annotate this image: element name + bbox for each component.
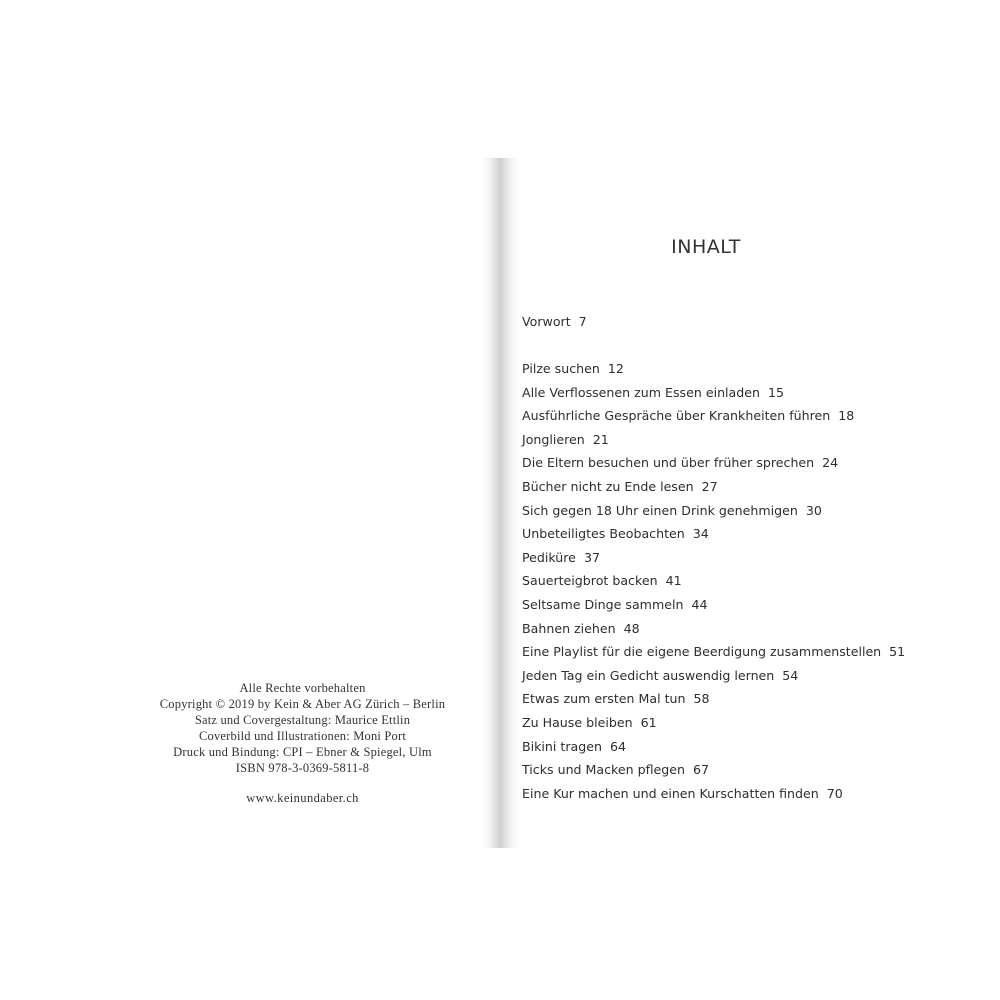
toc-entry-title: Unbeteiligtes Beobachten bbox=[522, 526, 685, 542]
toc-entry-title: Ticks und Macken pflegen bbox=[522, 762, 686, 778]
toc-entry-page-number: 41 bbox=[665, 573, 682, 589]
toc-entry-page-number: 12 bbox=[607, 361, 624, 376]
toc-entry-title: Bikini tragen bbox=[522, 738, 602, 754]
toc-entry-page-number: 58 bbox=[693, 691, 710, 707]
toc-entry bbox=[522, 621, 640, 637]
imprint-line: Coverbild und Illustrationen: Moni Port bbox=[198, 729, 407, 743]
toc-entry-title: Bücher nicht zu Ende lesen bbox=[522, 479, 694, 494]
toc-entry-page-number: 27 bbox=[701, 479, 718, 494]
toc-entry-page-number: 21 bbox=[592, 431, 609, 447]
toc-entry-title: Pilze suchen bbox=[522, 361, 600, 376]
toc-entry bbox=[522, 361, 624, 377]
toc-entry-page-number: 54 bbox=[782, 667, 799, 683]
toc-entry-page-number: 70 bbox=[826, 785, 843, 801]
toc-entry bbox=[522, 503, 822, 519]
right-page bbox=[520, 160, 906, 848]
toc-entry-page-number: 7 bbox=[578, 314, 587, 329]
book-gutter bbox=[482, 158, 520, 848]
toc-title: INHALT bbox=[671, 236, 741, 258]
toc-entry-title: Jonglieren bbox=[522, 431, 585, 447]
toc-entry bbox=[522, 644, 905, 660]
toc-entry-title: Eine Playlist für die eigene Beerdigung zusammenstellen bbox=[522, 644, 882, 660]
toc-entry-title: Die Eltern besuchen und über früher sprechen bbox=[522, 455, 815, 471]
toc-entry-page-number: 51 bbox=[889, 644, 906, 660]
toc-entry-title: Seltsame Dinge sammeln bbox=[522, 597, 684, 612]
toc-entry bbox=[522, 385, 784, 401]
toc-entry bbox=[522, 762, 709, 778]
toc-entry-title: Eine Kur machen und einen Kurschatten finden bbox=[522, 785, 819, 801]
toc-entry bbox=[522, 573, 682, 589]
imprint-line: Copyright © 2019 by Kein & Aber AG Zürich – Berlin bbox=[159, 697, 446, 711]
imprint-block bbox=[130, 680, 475, 776]
toc-entry-page-number: 18 bbox=[838, 408, 855, 424]
toc-entry-page-number: 67 bbox=[693, 762, 710, 778]
toc-entry-page-number: 48 bbox=[623, 620, 640, 636]
toc-entry-page-number: 61 bbox=[640, 715, 657, 730]
toc-entry-page-number: 44 bbox=[691, 597, 708, 612]
toc-entry-title: Zu Hause bleiben bbox=[522, 715, 633, 730]
toc-entry-title: Alle Verflossenen zum Essen einladen bbox=[522, 384, 760, 400]
toc-entry bbox=[522, 550, 600, 566]
toc-entry-page-number: 34 bbox=[692, 526, 709, 542]
left-page bbox=[130, 160, 485, 848]
toc-entry-title: Sich gegen 18 Uhr einen Drink genehmigen bbox=[522, 502, 798, 518]
toc-entry bbox=[522, 715, 657, 731]
toc-entry-title: Pediküre bbox=[522, 549, 576, 565]
toc-entry-title: Jeden Tag ein Gedicht auswendig lernen bbox=[522, 667, 775, 683]
toc-entry bbox=[522, 739, 626, 755]
toc-entry-page-number: 64 bbox=[609, 738, 627, 754]
toc-entry-title: Vorwort bbox=[522, 314, 571, 329]
toc-entry-title: Sauerteigbrot backen bbox=[522, 573, 658, 589]
toc-entry-title: Bahnen ziehen bbox=[522, 620, 616, 636]
imprint-line: Alle Rechte vorbehalten bbox=[239, 681, 366, 695]
imprint-line: ISBN 978-3-0369-5811-8 bbox=[235, 761, 370, 775]
toc-entry-title: Etwas zum ersten Mal tun bbox=[522, 691, 686, 707]
toc-entry bbox=[522, 526, 709, 542]
publisher-website: www.keinundaber.ch bbox=[246, 791, 359, 805]
toc-entry bbox=[522, 597, 707, 613]
toc-entry bbox=[522, 314, 587, 330]
toc-entry bbox=[522, 408, 854, 424]
toc-entry bbox=[522, 432, 609, 448]
imprint-line: Druck und Bindung: CPI – Ebner & Spiegel, Ulm bbox=[173, 745, 432, 759]
toc-entry bbox=[522, 668, 798, 684]
toc-entry bbox=[522, 455, 838, 471]
toc-entry bbox=[522, 479, 718, 495]
toc-entry-page-number: 37 bbox=[583, 549, 600, 565]
toc-entry-page-number: 30 bbox=[805, 502, 822, 518]
toc-entry-title: Ausführliche Gespräche über Krankheiten führen bbox=[522, 408, 831, 424]
imprint-line: Satz und Covergestaltung: Maurice Ettlin bbox=[194, 713, 411, 727]
toc-entry-page-number: 24 bbox=[822, 455, 839, 471]
toc-entry bbox=[522, 691, 710, 707]
toc-entry bbox=[522, 786, 843, 802]
toc-entry-page-number: 15 bbox=[768, 384, 785, 400]
